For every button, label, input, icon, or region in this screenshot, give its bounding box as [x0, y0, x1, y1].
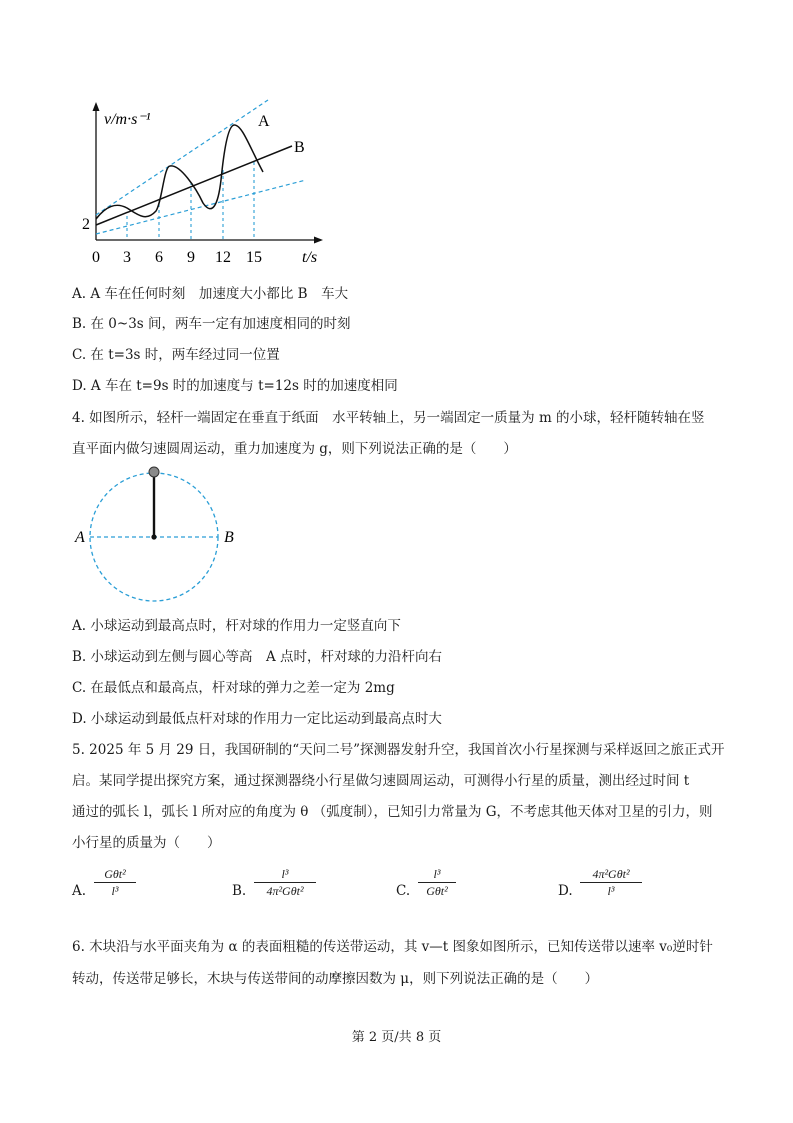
q5-option-b-numerator: l³ — [281, 867, 289, 881]
q5-option-c-numerator: l³ — [433, 867, 441, 881]
graph-y-arrow — [93, 102, 100, 111]
line-B-label: B — [294, 139, 305, 156]
q5-option-d-denominator: l³ — [607, 884, 615, 898]
q4-option-a: A. 小球运动到最高点时，杆对球的作用力一定竖直向下 — [72, 618, 401, 634]
point-B-label: B — [224, 529, 234, 546]
q3-option-d: D. A 车在 t=9s 时的加速度与 t=12s 时的加速度相同 — [72, 378, 398, 394]
q5-option-d-letter: D. — [558, 883, 573, 899]
q5-option-a-formula — [94, 867, 136, 898]
line-B — [96, 146, 292, 225]
q5-option-d-formula — [580, 867, 642, 898]
q5-stem-line3: 通过的弧长 l，弧长 l 所对应的角度为 θ （弧度制），已知引力常量为 G，不考虑其他天体对卫星的引力，则 — [72, 804, 713, 820]
x-tick-9: 9 — [187, 249, 195, 266]
y-value-2: 2 — [82, 216, 90, 233]
q4-option-d: D. 小球运动到最低点杆对球的作用力一定比运动到最高点时大 — [72, 711, 442, 727]
q4-stem-line2: 直平面内做匀速圆周运动，重力加速度为 g，则下列说法正确的是（ ） — [72, 441, 517, 457]
x-axis-label: t/s — [302, 249, 318, 266]
q5-option-a-letter: A. — [72, 883, 87, 899]
fraction-bar — [94, 882, 136, 883]
x-tick-12: 12 — [215, 249, 231, 266]
q5-option-b-denominator: 4π²Gθt² — [266, 884, 304, 898]
q4-option-b: B. 小球运动到左侧与圆心等高 A 点时，杆对球的力沿杆向右 — [72, 649, 443, 665]
graph-x-arrow — [314, 237, 323, 244]
q5-option-c-formula — [418, 867, 456, 898]
q5-option-a-numerator: Gθt² — [104, 867, 126, 881]
curve-A-label: A — [258, 113, 270, 130]
q5-stem-line4: 小行星的质量为（ ） — [72, 835, 221, 851]
q6-stem-line2: 转动，传送带足够长，木块与传送带间的动摩擦因数为 μ，则下列说法正确的是（ ） — [72, 971, 599, 987]
pivot-axis — [151, 534, 156, 539]
q5-option-d-numerator: 4π²Gθt² — [592, 867, 630, 881]
q6-stem-line1: 6. 木块沿与水平面夹角为 α 的表面粗糙的传送带运动，其 v—t 图象如图所示，已知传送带以速率 v₀逆时针 — [72, 939, 713, 955]
q3-option-c: C. 在 t=3s 时，两车经过同一位置 — [72, 347, 280, 363]
q5-option-c-denominator: Gθt² — [426, 884, 448, 898]
q4-stem-line1: 4. 如图所示，轻杆一端固定在垂直于纸面 水平转轴上，另一端固定一质量为 m 的小球，轻杆随转轴在竖 — [72, 410, 705, 426]
rod-circle-diagram — [70, 462, 245, 610]
x-tick-3: 3 — [123, 249, 131, 266]
q3-option-b: B. 在 0~3s 间，两车一定有加速度相同的时刻 — [72, 316, 351, 332]
page-number-footer: 第 2 页/共 8 页 — [351, 1030, 442, 1045]
q5-stem-line1: 5. 2025 年 5 月 29 日，我国研制的“天问二号”探测器发射升空，我国首次小行星探测与采样返回之旅正式开 — [72, 742, 725, 758]
q5-stem-line2: 启。某同学提出探究方案，通过探测器绕小行星做匀速圆周运动，可测得小行星的质量，测出经过时间 t — [72, 773, 690, 789]
q5-option-b-letter: B. — [232, 883, 247, 899]
ball — [149, 467, 159, 477]
q5-option-a-denominator: l³ — [111, 884, 119, 898]
fraction-bar — [580, 882, 642, 883]
q5-option-c-letter: C. — [396, 883, 411, 899]
vt-graph — [70, 90, 330, 270]
fraction-bar — [254, 882, 316, 883]
x-tick-0: 0 — [92, 249, 100, 266]
curve-A — [96, 125, 263, 219]
q3-option-a: A. A 车在任何时刻 加速度大小都比 B 车大 — [72, 286, 349, 302]
point-A-label: A — [75, 529, 85, 546]
q5-option-b-formula — [254, 867, 316, 898]
y-axis-label: v/m·s⁻¹ — [104, 111, 151, 128]
fraction-bar — [418, 882, 456, 883]
x-tick-15: 15 — [246, 249, 262, 266]
lower-envelope-line — [96, 180, 306, 234]
q4-option-c: C. 在最低点和最高点，杆对球的弹力之差一定为 2mg — [72, 680, 395, 696]
x-tick-6: 6 — [155, 249, 163, 266]
